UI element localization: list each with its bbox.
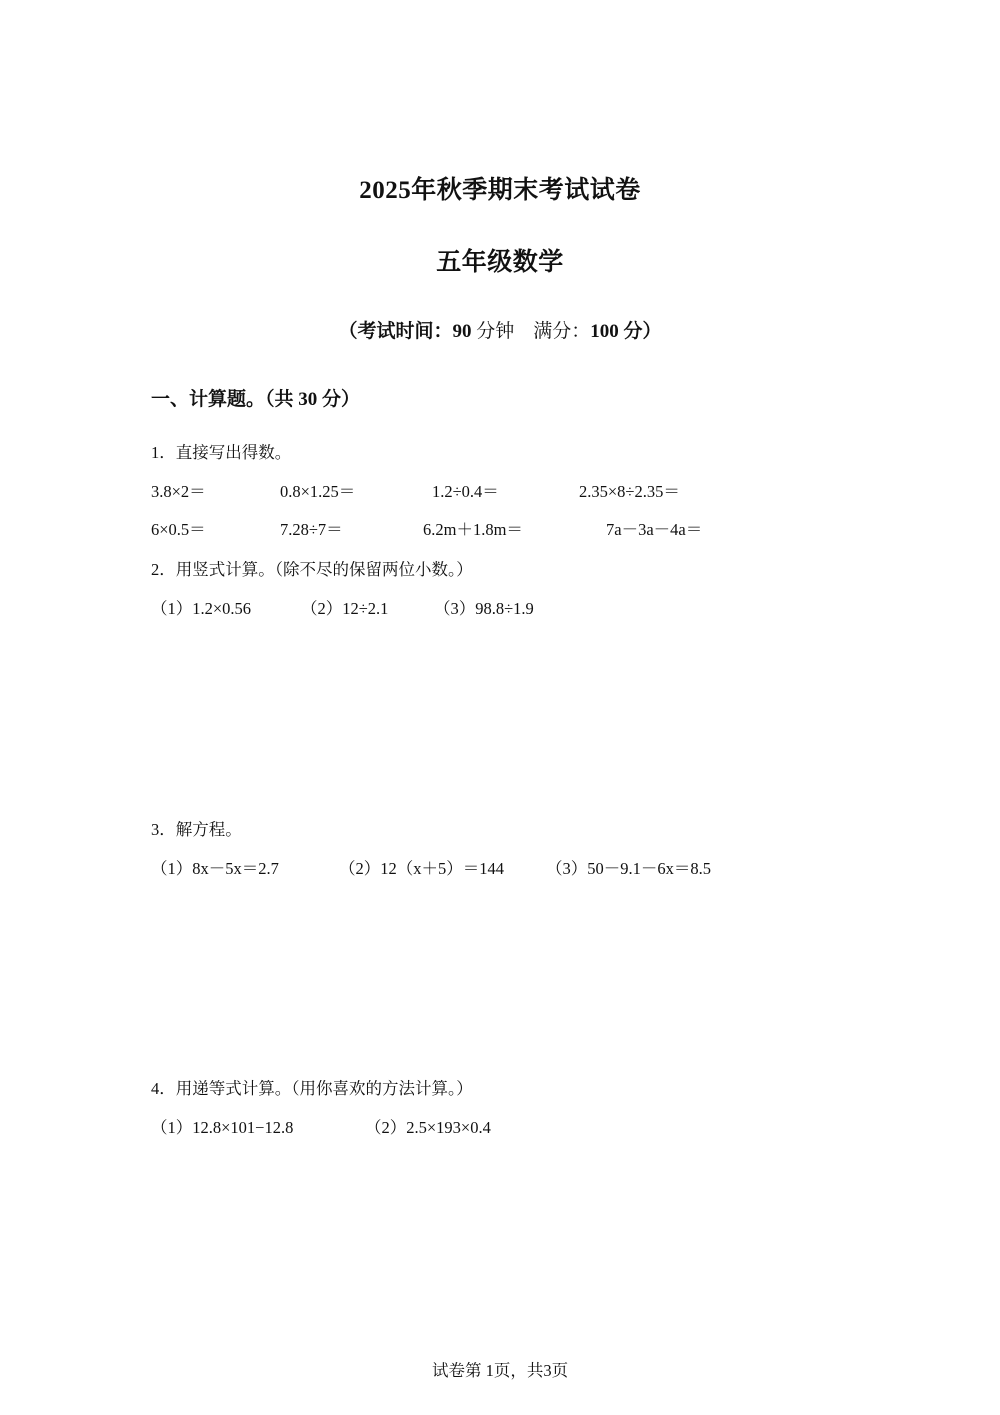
page-number: 试卷第 1页，共3页 xyxy=(431,1361,569,1380)
q3-item: （3）50－9.1－6x＝8.5 xyxy=(546,859,711,878)
score-unit: 分 xyxy=(623,321,643,342)
q1-item: 6.2m＋1.8m＝ xyxy=(423,520,523,539)
score-value: 100 xyxy=(590,321,619,342)
question-4-prompt: 4．用递等式计算。（用你喜欢的方法计算。） xyxy=(151,1079,473,1098)
q2-item: （1）1.2×0.56 xyxy=(151,599,252,618)
exam-subject: 五年级数学 xyxy=(436,249,564,276)
question-3-prompt: 3．解方程。 xyxy=(151,820,242,839)
q4-item: （1）12.8×101−12.8 xyxy=(151,1118,294,1137)
time-label: 考试时间： xyxy=(357,321,453,342)
exam-info xyxy=(0,316,1000,343)
score-label: 满分： xyxy=(533,321,591,342)
q1-item: 7a－3a－4a＝ xyxy=(606,520,703,539)
exam-title: 2025年秋季期末考试试卷 xyxy=(359,177,641,204)
question-2-prompt: 2．用竖式计算。（除不尽的保留两位小数。） xyxy=(151,560,473,579)
q1-item: 6×0.5＝ xyxy=(151,520,206,539)
q1-item: 7.28÷7＝ xyxy=(280,520,343,539)
time-value: 90 xyxy=(452,321,472,342)
q3-item: （2）12（x＋5）＝144 xyxy=(339,859,504,878)
q1-item: 2.35×8÷2.35＝ xyxy=(579,482,680,501)
q1-item: 3.8×2＝ xyxy=(151,482,206,501)
q2-item: （2）12÷2.1 xyxy=(301,599,389,618)
q3-item: （1）8x－5x＝2.7 xyxy=(151,859,279,878)
question-1-prompt: 1．直接写出得数。 xyxy=(151,443,292,462)
info-open-paren: （ xyxy=(338,321,358,342)
section-heading: 一、计算题。（共 30 分） xyxy=(151,389,361,410)
q1-item: 0.8×1.25＝ xyxy=(280,482,356,501)
info-close-paren: ） xyxy=(642,321,662,342)
q2-item: （3）98.8÷1.9 xyxy=(434,599,534,618)
time-unit: 分钟 xyxy=(476,321,515,342)
q4-item: （2）2.5×193×0.4 xyxy=(365,1118,491,1137)
q1-item: 1.2÷0.4＝ xyxy=(432,482,499,501)
